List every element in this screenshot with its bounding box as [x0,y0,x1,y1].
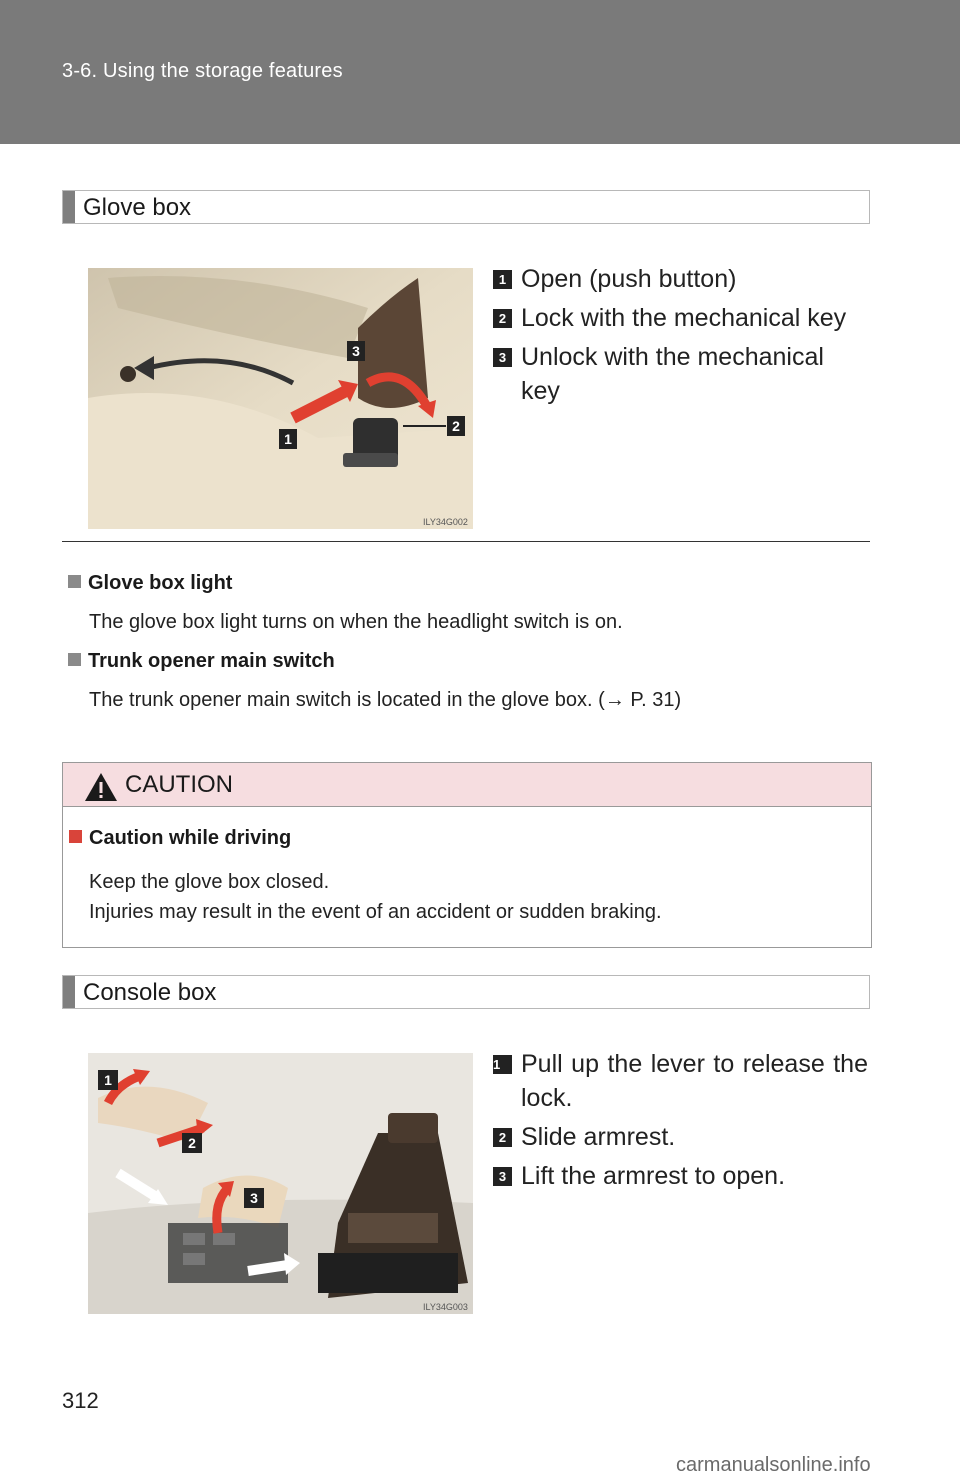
caution-subheading [69,827,291,850]
step-number: 1 [493,1055,512,1074]
step-text: Unlock with the mechanical key [521,343,824,405]
glove-box-illustration [88,268,473,529]
square-bullet-icon [69,830,82,843]
note-text-trunk-opener: The trunk opener main switch is located in the glove box. (→ P. 31) [89,689,682,711]
header-band [0,0,960,144]
step-text: Slide armrest. [521,1123,676,1151]
console-box-illustration [88,1053,473,1314]
note-heading-glove-box-light [68,572,232,595]
console-box-steps [493,1047,868,1198]
glove-box-steps [493,262,868,413]
caution-body [89,867,662,927]
glove-box-title: Glove box [83,194,192,221]
console-box-section-heading [62,975,870,1009]
step-text: Open (push button) [521,265,737,293]
heading-accent [63,976,75,1008]
watermark: carmanualsonline.info [676,1454,871,1476]
step-number: 3 [493,348,512,367]
note-heading-trunk-opener [68,650,335,673]
step-text: Lock with the mechanical key [521,304,847,332]
caution-line: Keep the glove box closed. [89,871,330,893]
square-bullet-icon [68,575,81,588]
section-divider [62,541,870,542]
step-item [493,301,868,335]
callout-3: 3 [250,1190,258,1206]
callout-2: 2 [188,1135,196,1151]
step-item [493,340,868,408]
step-item [493,1159,868,1193]
step-number: 2 [493,309,512,328]
section-breadcrumb: 3-6. Using the storage features [62,60,343,82]
glove-box-section-heading [62,190,870,224]
image-code: ILY34G002 [423,517,468,527]
warning-triangle-icon [83,771,119,803]
callout-1: 1 [104,1072,112,1088]
heading-accent [63,191,75,223]
step-number: 3 [493,1167,512,1186]
caution-box [62,762,872,948]
page-number: 312 [62,1388,99,1413]
callout-3: 3 [352,343,360,359]
step-text: Lift the armrest to open. [521,1162,786,1190]
console-box-title: Console box [83,979,217,1006]
caution-header [63,763,871,807]
note-text-glove-box-light: The glove box light turns on when the headlight switch is on. [89,611,623,633]
caution-line: Injuries may result in the event of an accident or sudden braking. [89,901,662,923]
step-text: Pull up the lever to release the lock. [521,1050,868,1112]
step-item [493,1120,868,1154]
caution-label: CAUTION [125,771,233,798]
square-bullet-icon [68,653,81,666]
step-number: 2 [493,1128,512,1147]
note-heading-text: Glove box light [88,572,233,594]
step-item [493,1047,868,1115]
step-item [493,262,868,296]
image-code: ILY34G003 [423,1302,468,1312]
step-number: 1 [493,270,512,289]
callout-2: 2 [452,418,460,434]
callout-1: 1 [284,431,292,447]
note-heading-text: Trunk opener main switch [88,650,335,672]
caution-subheading-text: Caution while driving [89,827,292,849]
